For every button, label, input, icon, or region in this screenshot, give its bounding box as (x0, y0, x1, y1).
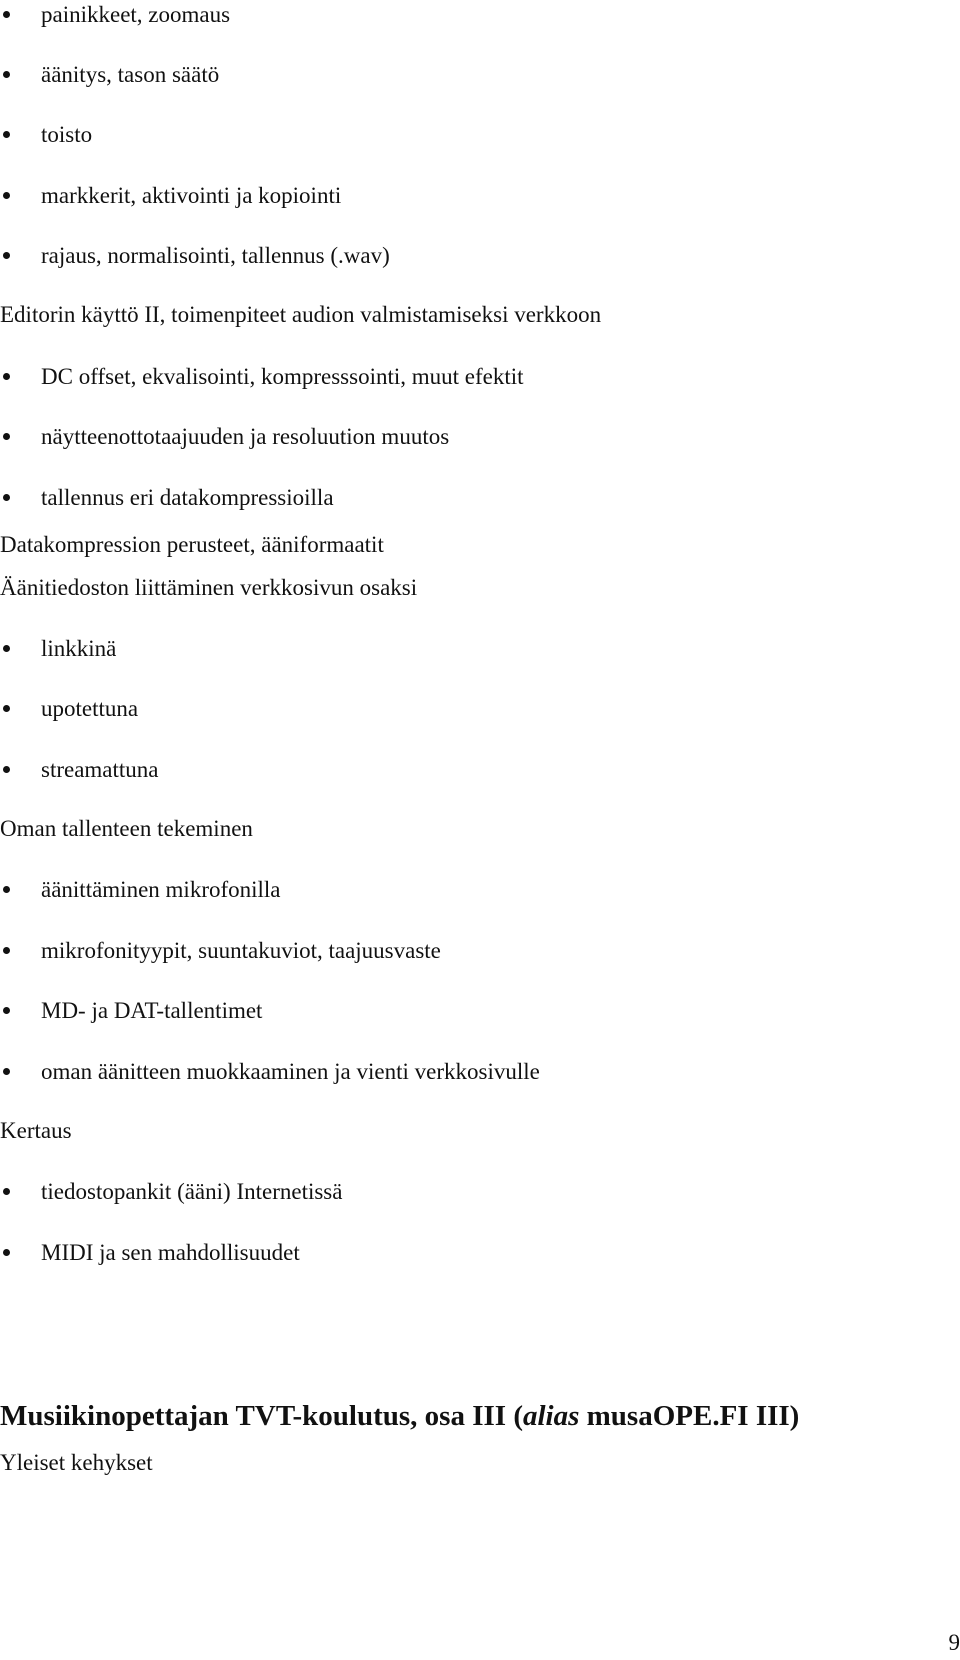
bullet-icon (3, 1249, 10, 1256)
list-item-text: MIDI ja sen mahdollisuudet (41, 1240, 300, 1265)
bullet-icon (3, 1007, 10, 1014)
list-item-text: DC offset, ekvalisointi, kompresssointi, muut efektit (41, 364, 524, 389)
list-item-text: äänitys, tason säätö (41, 62, 220, 87)
section-label: Datakompression perusteet, ääniformaatit (0, 532, 384, 557)
heading-text: Musiikinopettajan TVT-koulutus, osa III ( (0, 1400, 523, 1432)
bullet-icon (3, 252, 10, 259)
list-item-text: markkerit, aktivointi ja kopiointi (41, 183, 342, 208)
bullet-icon (3, 947, 10, 954)
bullet-icon (3, 645, 10, 652)
page-number: 9 (948, 1630, 960, 1655)
list-item-text: mikrofonityypit, suuntakuviot, taajuusvaste (41, 938, 441, 963)
section-label: Oman tallenteen tekeminen (0, 816, 253, 841)
bullet-icon (3, 433, 10, 440)
section-label: Editorin käyttö II, toimenpiteet audion valmistamiseksi verkkoon (0, 302, 602, 327)
bullet-icon (3, 705, 10, 712)
bullet-icon (3, 1188, 10, 1195)
list-item-text: linkkinä (41, 636, 117, 661)
heading-text-end: musaOPE.FI III) (579, 1400, 800, 1432)
heading-italic-text: alias (522, 1400, 580, 1432)
list-item-text: upotettuna (41, 696, 139, 721)
list-item-text: painikkeet, zoomaus (41, 2, 231, 27)
bullet-icon (3, 192, 10, 199)
list-item-text: rajaus, normalisointi, tallennus (.wav) (41, 243, 390, 268)
section-heading (0, 1398, 799, 1434)
list-item-text: äänittäminen mikrofonilla (41, 877, 281, 902)
section-label: Äänitiedoston liittäminen verkkosivun osaksi (0, 575, 418, 600)
bullet-icon (3, 766, 10, 773)
bullet-icon (3, 494, 10, 501)
list-item-text: MD- ja DAT-tallentimet (41, 998, 263, 1023)
bullet-icon (3, 1068, 10, 1075)
bullet-icon (3, 71, 10, 78)
bullet-icon (3, 886, 10, 893)
bullet-icon (3, 131, 10, 138)
subheading: Yleiset kehykset (0, 1450, 153, 1475)
list-item-text: näytteenottotaajuuden ja resoluution muutos (41, 424, 450, 449)
list-item-text: oman äänitteen muokkaaminen ja vienti verkkosivulle (41, 1059, 540, 1084)
list-item-text: tallennus eri datakompressioilla (41, 485, 334, 510)
bullet-icon (3, 373, 10, 380)
list-item-text: streamattuna (41, 757, 159, 782)
list-item-text: tiedostopankit (ääni) Internetissä (41, 1179, 343, 1204)
bullet-icon (3, 11, 10, 18)
section-label: Kertaus (0, 1118, 72, 1143)
list-item-text: toisto (41, 122, 93, 147)
